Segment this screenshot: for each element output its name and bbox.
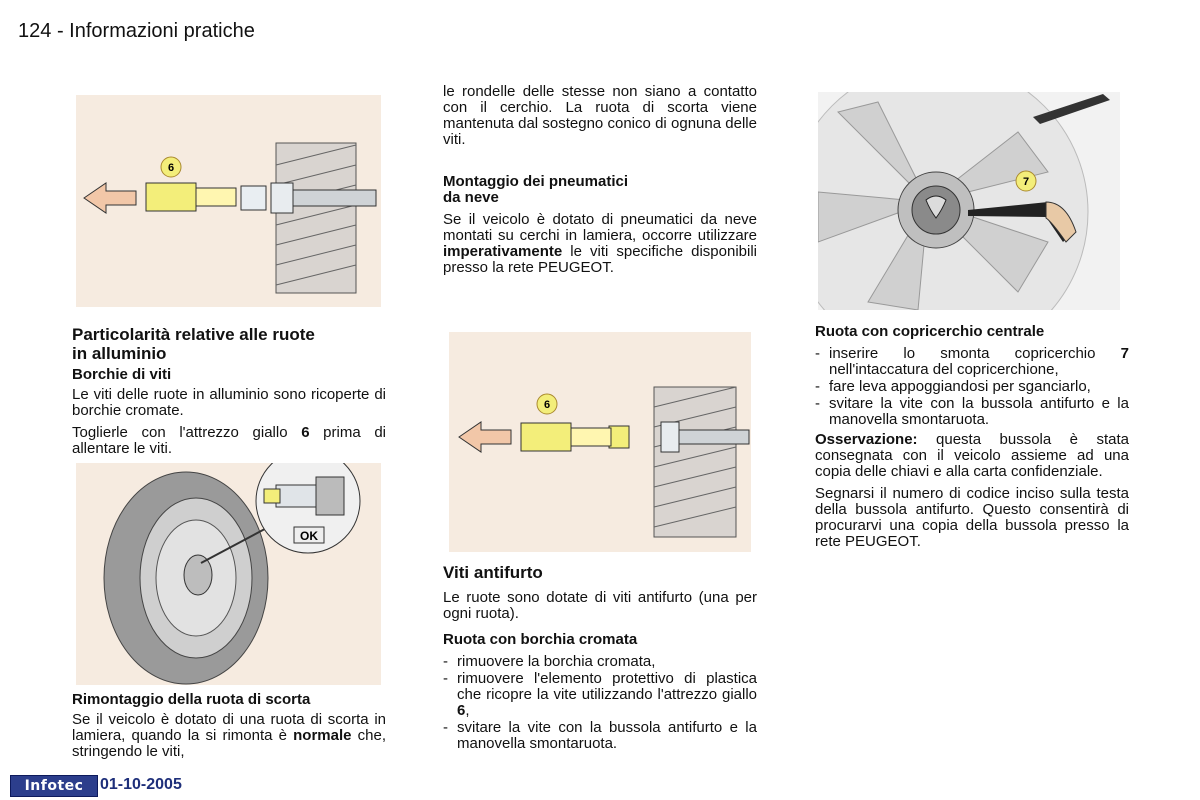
para-continued: le rondelle delle stesse non siano a contatto con il cerchio. La ruota di scorta viene mantenuta dal sostegno conico di ognuna delle viti.	[443, 83, 757, 148]
bold-run: 6	[457, 702, 466, 719]
subheading-snow-tyres	[443, 174, 757, 206]
figure-hubcap-removal	[818, 92, 1120, 310]
column-2-bottom	[443, 563, 757, 756]
text-run: rimuovere l'elemento protettivo di plastica che ricopre la vite utilizzando l'attrezzo giallo	[457, 670, 757, 703]
list-item	[443, 654, 757, 670]
header-separator: -	[56, 20, 64, 42]
list-item	[815, 379, 1129, 395]
bold-run: 7	[1120, 345, 1129, 362]
para-observation	[815, 432, 1129, 480]
list-item	[443, 671, 757, 719]
list-hubcap-steps	[815, 346, 1129, 428]
text-run: Se il veicolo è dotato di una ruota di scorta in lamiera, quando la si rimonta è	[72, 711, 386, 744]
column-1-bottom	[72, 692, 386, 766]
infotec-logo: Infotec	[10, 775, 98, 797]
column-1	[72, 325, 386, 471]
figure1-badge-text: 6	[167, 162, 175, 174]
text-run: inserire lo smonta copricerchio	[829, 345, 1121, 362]
para-snow-tyres	[443, 212, 757, 276]
text-run: le viti specifiche disponibili presso la rete PEUGEOT.	[443, 243, 757, 276]
text-run: ,	[465, 702, 470, 719]
subheading-bolt-caps: Borchie di viti	[72, 366, 172, 383]
text-run: Toglierle con l'attrezzo giallo	[72, 424, 302, 441]
list-item	[815, 396, 1129, 428]
bold-run: Osservazione:	[815, 431, 918, 448]
figure2-ok-label: OK	[300, 529, 318, 543]
para-antitheft: Le ruote sono dotate di viti antifurto (una per ogni ruota).	[443, 589, 757, 622]
list-item	[815, 346, 1129, 378]
text-run: Se il veicolo è dotato di pneumatici da neve montati su cerchi in lamiera, occorre utilizzare	[443, 211, 757, 244]
text-run: che, stringendo le viti,	[72, 727, 386, 760]
subheading-spare-refit: Rimontaggio della ruota di scorta	[72, 691, 311, 708]
bold-run: 6	[301, 424, 310, 441]
para-bolt-caps: Le viti delle ruote in alluminio sono ricoperte di borchie cromate.	[72, 386, 386, 419]
bold-run: imperativamente	[443, 243, 563, 260]
para-spare-refit	[72, 712, 386, 760]
text-run: svitare la vite con la bussola antifurto e la manovella smontaruota.	[829, 395, 1129, 428]
list-item	[443, 720, 757, 752]
footer-date: 01-10-2005	[100, 776, 182, 793]
heading-antitheft: Viti antifurto	[443, 563, 543, 582]
figure-antitheft-bolt	[449, 332, 751, 552]
text-run: nell'intaccatura del copricerchione,	[829, 361, 1059, 378]
para-code-note: Segnarsi il numero di codice inciso sulla testa della bussola antifurto. Questo consentirà di procurarvi una copia della bussola presso la rete PEUGEOT.	[815, 485, 1129, 550]
heading-alloy-line2: in alluminio	[72, 344, 167, 363]
heading-snow-line1: Montaggio dei pneumatici	[443, 173, 629, 190]
page-title: Informazioni pratiche	[69, 20, 255, 42]
column-2	[443, 84, 757, 282]
figure3-badge-text: 6	[543, 399, 551, 411]
subheading-center-hubcap: Ruota con copricerchio centrale	[815, 323, 1045, 340]
text-run: fare leva appoggiandosi per sganciarlo,	[829, 378, 1091, 395]
list-chrome-cap-steps	[443, 654, 757, 752]
column-3	[815, 324, 1129, 556]
figure-alloy-bolt-cap	[76, 95, 381, 307]
text-run: svitare la vite con la bussola antifurto e la manovella smontaruota.	[457, 719, 757, 752]
para-remove-caps	[72, 425, 386, 457]
subheading-chrome-cap: Ruota con borchia cromata	[443, 631, 638, 648]
figure-spare-wheel	[76, 463, 381, 685]
page-number: 124	[18, 20, 52, 42]
heading-alloy-line1: Particolarità relative alle ruote	[72, 325, 315, 344]
figure4-badge-text: 7	[1022, 176, 1030, 188]
bold-run: normale	[293, 727, 352, 744]
text-run: questa bussola è stata consegnata con il veicolo assieme ad una copia delle chiavi e alla carta confidenziale.	[815, 431, 1129, 480]
text-run: prima di allentare le viti.	[72, 424, 386, 457]
text-run: rimuovere la borchia cromata,	[457, 653, 656, 670]
page-header	[18, 20, 255, 43]
heading-snow-line2: da neve	[443, 189, 499, 206]
heading-alloy-wheels	[72, 325, 386, 363]
